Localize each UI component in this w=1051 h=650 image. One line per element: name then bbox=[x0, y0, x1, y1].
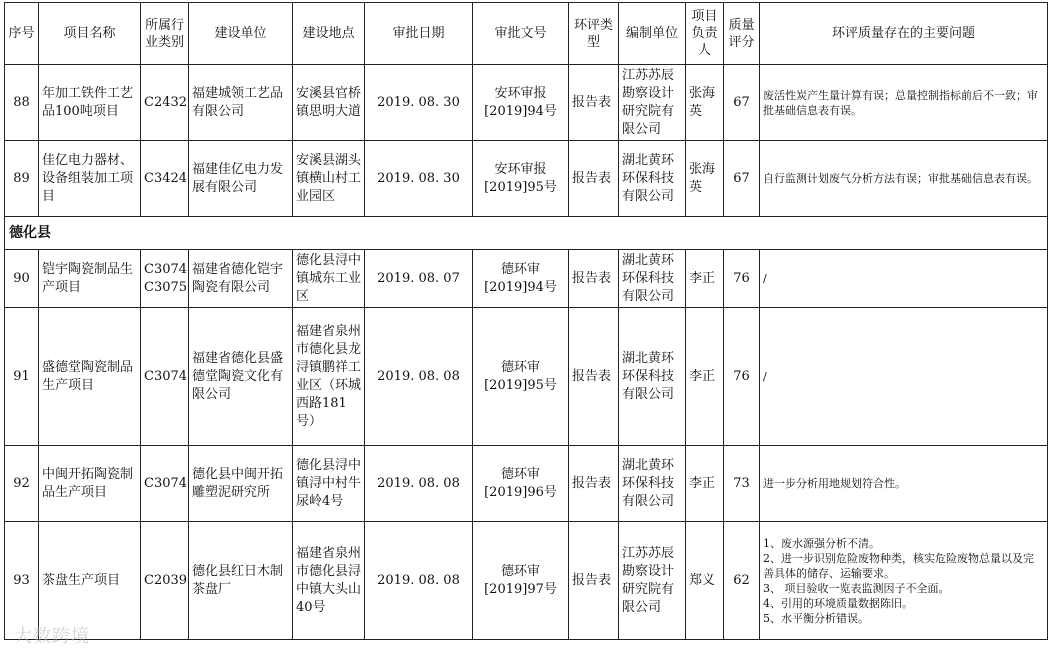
cell-location: 安溪县官桥镇思明大道 bbox=[293, 65, 365, 141]
cell-category: C3074 C3075 bbox=[141, 250, 189, 308]
cell-builder: 福建省德化铠宇陶瓷有限公司 bbox=[189, 250, 293, 308]
cell-builder: 德化县红日木制茶盘厂 bbox=[189, 522, 293, 640]
cell-location: 福建省泉州市德化县浔中镇大头山40号 bbox=[293, 522, 365, 640]
cell-category: C3074 bbox=[141, 446, 189, 522]
header-project-name: 项目名称 bbox=[39, 3, 141, 65]
header-builder: 建设单位 bbox=[189, 3, 293, 65]
cell-compiler: 湖北黄环环保科技有限公司 bbox=[619, 446, 686, 522]
cell-doc-no: 德环审 [2019]94号 bbox=[473, 250, 569, 308]
cell-score: 73 bbox=[724, 446, 760, 522]
cell-leader: 张海英 bbox=[686, 65, 724, 141]
cell-no: 90 bbox=[5, 250, 39, 308]
cell-builder: 德化县中闽开拓雕塑泥研究所 bbox=[189, 446, 293, 522]
cell-score: 67 bbox=[724, 141, 760, 217]
cell-compiler: 江苏苏辰勘察设计研究院有限公司 bbox=[619, 65, 686, 141]
cell-doc-no: 德环审 [2019]96号 bbox=[473, 446, 569, 522]
cell-issues: 进一步分析用地规划符合性。 bbox=[760, 446, 1048, 522]
cell-eia-type: 报告表 bbox=[569, 250, 619, 308]
cell-category: C2039 bbox=[141, 522, 189, 640]
header-leader: 项目负责人 bbox=[686, 3, 724, 65]
cell-date: 2019. 08. 08 bbox=[365, 308, 473, 446]
cell-builder: 福建佳亿电力发展有限公司 bbox=[189, 141, 293, 217]
cell-score: 76 bbox=[724, 250, 760, 308]
cell-doc-no: 德环审 [2019]95号 bbox=[473, 308, 569, 446]
table-row bbox=[5, 308, 1048, 446]
header-eia-type: 环评类型 bbox=[569, 3, 619, 65]
cell-date: 2019. 08. 08 bbox=[365, 522, 473, 640]
header-category: 所属行业类别 bbox=[141, 3, 189, 65]
table-row bbox=[5, 250, 1048, 308]
cell-no: 93 bbox=[5, 522, 39, 640]
cell-no: 89 bbox=[5, 141, 39, 217]
header-location: 建设地点 bbox=[293, 3, 365, 65]
cell-location: 德化县浔中镇城东工业区 bbox=[293, 250, 365, 308]
cell-score: 76 bbox=[724, 308, 760, 446]
header-no: 序号 bbox=[5, 3, 39, 65]
table-row bbox=[5, 141, 1048, 217]
cell-project-name: 中闽开拓陶瓷制品生产项目 bbox=[39, 446, 141, 522]
cell-location: 德化县浔中镇浔中村牛尿岭4号 bbox=[293, 446, 365, 522]
cell-project-name: 铠宇陶瓷制品生产项目 bbox=[39, 250, 141, 308]
cell-leader: 李正 bbox=[686, 250, 724, 308]
cell-doc-no: 德环审 [2019]97号 bbox=[473, 522, 569, 640]
section-label: 德化县 bbox=[5, 217, 1048, 250]
cell-doc-no: 安环审报 [2019]94号 bbox=[473, 65, 569, 141]
cell-compiler: 湖北黄环环保科技有限公司 bbox=[619, 141, 686, 217]
table-row bbox=[5, 446, 1048, 522]
cell-project-name: 年加工铁件工艺品100吨项目 bbox=[39, 65, 141, 141]
header-compiler: 编制单位 bbox=[619, 3, 686, 65]
cell-location: 福建省泉州市德化县龙浔镇鹏祥工业区（环城西路181号） bbox=[293, 308, 365, 446]
cell-no: 92 bbox=[5, 446, 39, 522]
header-doc-no: 审批文号 bbox=[473, 3, 569, 65]
cell-date: 2019. 08. 30 bbox=[365, 141, 473, 217]
eia-review-table bbox=[4, 2, 1048, 640]
cell-category: C3074 bbox=[141, 308, 189, 446]
cell-issues: 自行监测计划废气分析方法有误；审批基础信息表有误。 bbox=[760, 141, 1048, 217]
cell-category: C3424 bbox=[141, 141, 189, 217]
cell-issues: / bbox=[760, 250, 1048, 308]
cell-builder: 福建城领工艺品有限公司 bbox=[189, 65, 293, 141]
cell-doc-no: 安环审报 [2019]95号 bbox=[473, 141, 569, 217]
cell-eia-type: 报告表 bbox=[569, 308, 619, 446]
cell-date: 2019. 08. 08 bbox=[365, 446, 473, 522]
cell-score: 62 bbox=[724, 522, 760, 640]
cell-eia-type: 报告表 bbox=[569, 141, 619, 217]
cell-leader: 李正 bbox=[686, 446, 724, 522]
cell-leader: 郑义 bbox=[686, 522, 724, 640]
cell-eia-type: 报告表 bbox=[569, 522, 619, 640]
section-row-dehua bbox=[5, 217, 1048, 250]
table-row bbox=[5, 65, 1048, 141]
cell-category: C2432 bbox=[141, 65, 189, 141]
cell-compiler: 湖北黄环环保科技有限公司 bbox=[619, 250, 686, 308]
cell-date: 2019. 08. 07 bbox=[365, 250, 473, 308]
cell-location: 安溪县湖头镇横山村工业园区 bbox=[293, 141, 365, 217]
cell-score: 67 bbox=[724, 65, 760, 141]
cell-leader: 张海英 bbox=[686, 141, 724, 217]
cell-leader: 李正 bbox=[686, 308, 724, 446]
header-issues: 环评质量存在的主要问题 bbox=[760, 3, 1048, 65]
cell-eia-type: 报告表 bbox=[569, 65, 619, 141]
cell-eia-type: 报告表 bbox=[569, 446, 619, 522]
document-page bbox=[4, 2, 1047, 647]
table-row bbox=[5, 522, 1048, 640]
cell-project-name: 茶盘生产项目 bbox=[39, 522, 141, 640]
table-header-row bbox=[5, 3, 1048, 65]
cell-compiler: 江苏苏辰勘察设计研究院有限公司 bbox=[619, 522, 686, 640]
cell-issues: 1、废水源强分析不清。 2、进一步识别危险废物种类，核实危险废物总量以及完善具体的储存、运输要求。 3、 项目验收一览表监测因子不全面。 4、引用的环境质量数据陈旧。 5、水平衡分析错误。 bbox=[760, 522, 1048, 640]
cell-project-name: 盛德堂陶瓷制品生产项目 bbox=[39, 308, 141, 446]
header-score: 质量评分 bbox=[724, 3, 760, 65]
cell-date: 2019. 08. 30 bbox=[365, 65, 473, 141]
cell-compiler: 湖北黄环环保科技有限公司 bbox=[619, 308, 686, 446]
cell-issues: / bbox=[760, 308, 1048, 446]
cell-project-name: 佳亿电力器材、设备组装加工项目 bbox=[39, 141, 141, 217]
cell-issues: 废活性炭产生量计算有误；总量控制指标前后不一致；审批基础信息表有误。 bbox=[760, 65, 1048, 141]
header-date: 审批日期 bbox=[365, 3, 473, 65]
cell-no: 88 bbox=[5, 65, 39, 141]
cell-builder: 福建省德化县盛德堂陶瓷文化有限公司 bbox=[189, 308, 293, 446]
watermark: 大数跨境 bbox=[14, 626, 90, 647]
cell-no: 91 bbox=[5, 308, 39, 446]
